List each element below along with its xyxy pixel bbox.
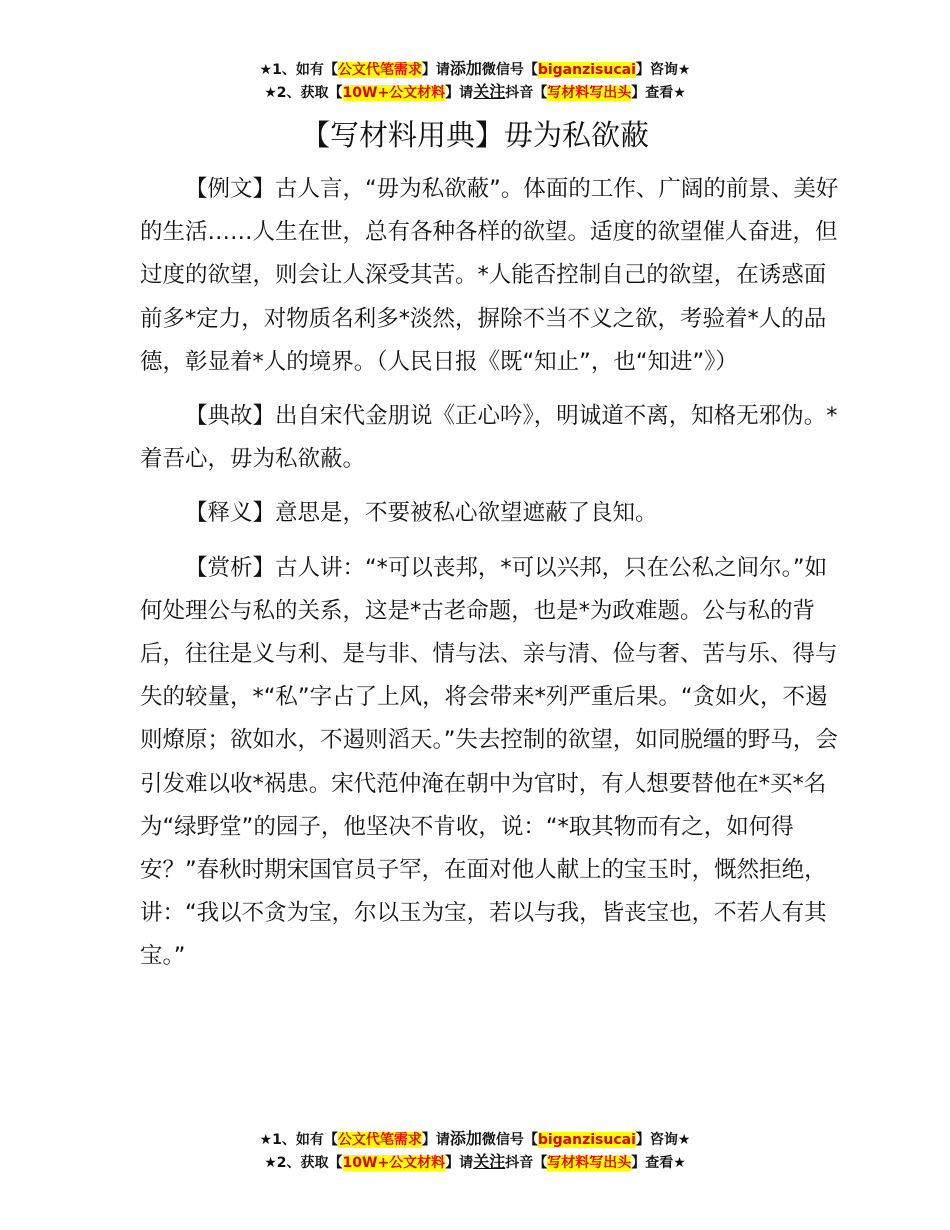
- banner-line-1-middle-b: 微信号【: [481, 62, 538, 78]
- footer-line-1-highlight-service: 公文代笔需求: [337, 1132, 422, 1148]
- header-banner: [0, 58, 950, 104]
- footer-line-2-highlight-materials: 10W+公文材料: [342, 1155, 446, 1171]
- banner-line-2-prefix: ★2、获取【: [264, 85, 343, 101]
- footer-line-1-highlight-wechat-id: biganzisucai: [537, 1132, 636, 1148]
- document-body: [140, 168, 840, 990]
- footer-line-1-prefix: ★1、如有【: [259, 1132, 338, 1148]
- footer-line-1-middle-a: 】请: [421, 1132, 450, 1148]
- footer-banner: [0, 1128, 950, 1174]
- paragraph-appreciation: 【赏析】古人讲：“*可以丧邦，*可以兴邦，只在公私之间尔。”如何处理公与私的关系，这是*古老命题，也是*为政难题。公与私的背后，往往是义与利、是与非、情与法、亲与清、俭与奢、苦与乐、得与失的较量，*“私”字占了上风，将会带来*列严重后果。“贪如火，不遏则燎原；欲如水，不遏则滔天。”失去控制的欲望，如同脱缰的野马，会引发难以收*祸患。宋代范仲淹在朝中为官时，有人想要替他在*买*名为“绿野堂”的园子，他坚决不肯收，说：“*取其物而有之，如何得安？”春秋时期宋国官员子罕，在面对他人献上的宝玉时，慨然拒绝，讲：“我以不贪为宝，尔以玉为宝，若以与我，皆丧宝也，不若人有其宝。”: [140, 554, 838, 970]
- banner-line-1-highlight-service: 公文代笔需求: [337, 62, 422, 78]
- paragraph-meaning: 【释义】意思是，不要被私心欲望遮蔽了良知。: [185, 500, 658, 527]
- banner-line-1-middle-a: 】请: [421, 62, 450, 78]
- banner-line-2-suffix: 】查看★: [631, 85, 686, 101]
- footer-line-2-emphasis: 关注: [473, 1152, 506, 1171]
- document-title: 【写材料用典】毋为私欲蔽: [300, 118, 649, 152]
- banner-line-1: [0, 58, 950, 81]
- banner-line-2-emphasis: 关注: [473, 82, 506, 101]
- footer-line-2-suffix: 】查看★: [631, 1155, 686, 1171]
- footer-line-2-prefix: ★2、获取【: [264, 1155, 343, 1171]
- footer-line-2: [0, 1151, 950, 1174]
- banner-line-2-highlight-materials: 10W+公文材料: [342, 85, 446, 101]
- footer-line-1-suffix: 】咨询★: [635, 1132, 691, 1148]
- footer-line-2-middle-a: 】请: [445, 1155, 474, 1171]
- footer-line-2-middle-b: 抖音【: [505, 1155, 548, 1171]
- banner-line-2-middle-b: 抖音【: [505, 85, 548, 101]
- banner-line-1-suffix: 】咨询★: [635, 62, 691, 78]
- banner-line-2: [0, 81, 950, 104]
- footer-line-2-highlight-account: 写材料写出头: [547, 1155, 632, 1171]
- paragraph-allusion: 【典故】出自宋代金朋说《正心吟》，明诚道不离，知格无邪伪。*着吾心，毋为私欲蔽。: [140, 403, 838, 473]
- footer-line-1-middle-b: 微信号【: [481, 1132, 538, 1148]
- paragraph-example: 【例文】古人言，“毋为私欲蔽”。体面的工作、广阔的前景、美好的生活……人生在世，总有各种各样的欲望。适度的欲望催人奋进，但过度的欲望，则会让人深受其苦。*人能否控制自己的欲望，在诱惑面前多*定力，对物质名利多*淡然，摒除不当不义之欲，考验着*人的品德，彰显着*人的境界。（人民日报《既“知止”，也“知进”》）: [140, 176, 839, 375]
- banner-line-2-highlight-account: 写材料写出头: [547, 85, 632, 101]
- banner-line-2-middle-a: 】请: [445, 85, 474, 101]
- footer-line-1-emphasis: 添加: [449, 1129, 482, 1148]
- banner-line-1-emphasis: 添加: [449, 59, 482, 78]
- footer-line-1: [0, 1128, 950, 1151]
- banner-line-1-prefix: ★1、如有【: [259, 62, 338, 78]
- banner-line-1-highlight-wechat-id: biganzisucai: [537, 62, 636, 78]
